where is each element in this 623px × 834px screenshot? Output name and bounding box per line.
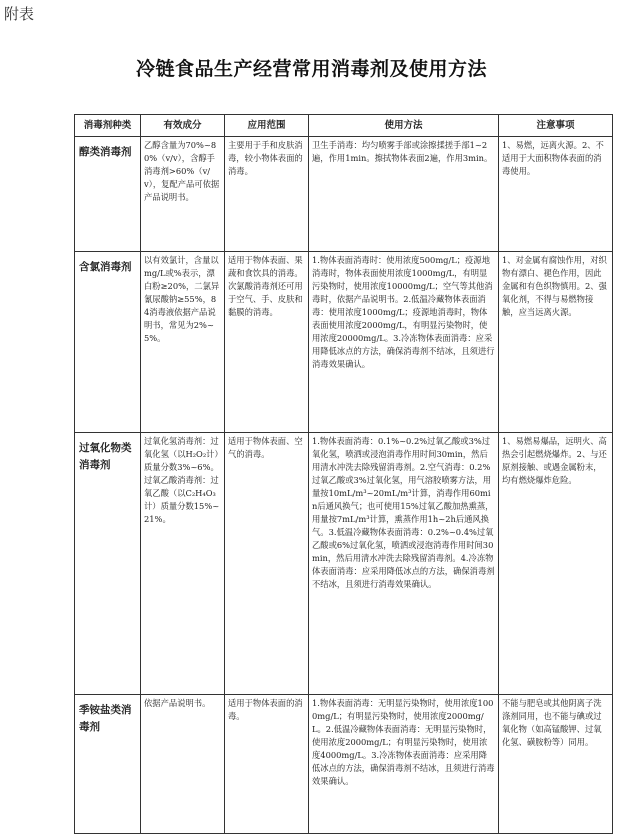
row-type-cell (75, 137, 141, 252)
row-notes: 不能与肥皂或其他阴离子洗涤剂同用，也不能与碘或过氧化物（如高锰酸钾、过氧化氢、磺胺粉等）同用。 (499, 695, 613, 834)
document-title: 冷链食品生产经营常用消毒剂及使用方法 (135, 58, 487, 80)
row-scope: 适用于物体表面、果蔬和食饮具的消毒。次氯酸消毒剂还可用于空气、手、皮肤和黏膜的消毒。 (225, 252, 309, 433)
header-ingredient: 有效成分 (141, 115, 225, 137)
row-notes: 1、易燃，远离火源。2、不适用于大面积物体表面的消毒使用。 (499, 137, 613, 252)
row-type-cell (75, 695, 141, 834)
row-scope: 主要用于手和皮肤消毒，较小物体表面的消毒。 (225, 137, 309, 252)
row-method: 1.物体表面消毒时：使用浓度500mg/L；疫源地消毒时，物体表面使用浓度1000mg/L，有明显污染物时，使用浓度10000mg/L；空气等其他消毒时，依据产品说明书。2.低温冷藏物体表面消毒：使用浓度1000mg/L；疫源地消毒时，物体表面使用浓度2000mg/L，有明显污染物时，使用浓度20000mg/L。3.冷冻物体表面消毒：应采用降低冰点的方法，确保消毒剂不结冰，且须进行消毒效果确认。 (309, 252, 499, 433)
attachment-label: 附表 (4, 5, 35, 23)
row-method: 1.物体表面消毒：无明显污染物时，使用浓度1000mg/L；有明显污染物时，使用浓度2000mg/L。2.低温冷藏物体表面消毒：无明显污染物时，使用浓度2000mg/L；有明显污染物时，使用浓度4000mg/L。3.冷冻物体表面消毒：应采用降低冰点的方法，确保消毒剂不结冰，且须进行消毒效果确认。 (309, 695, 499, 834)
table-row (75, 252, 613, 433)
row-ingredient: 以有效氯计，含量以mg/L或%表示，漂白粉≥20%，二氯异氰尿酸钠≥55%，84消毒液依据产品说明书，常见为2%~5%。 (141, 252, 225, 433)
header-notes: 注意事项 (499, 115, 613, 137)
row-ingredient: 依据产品说明书。 (141, 695, 225, 834)
row-scope: 适用于物体表面、空气的消毒。 (225, 433, 309, 695)
row-scope: 适用于物体表面的消毒。 (225, 695, 309, 834)
row-method: 1.物体表面消毒：0.1%~0.2%过氧乙酸或3%过氧化氢，喷洒或浸泡消毒作用时间30min，然后用清水冲洗去除残留消毒剂。2.空气消毒：0.2%过氧乙酸或3%过氧化氢，用气溶胶喷雾方法，用量按10mL/m³~20mL/m³计算，消毒作用60min后通风换气；也可使用15%过氧乙酸加热熏蒸，用量按7mL/m³计算，熏蒸作用1h~2h后通风换气。3.低温冷藏物体表面消毒：0.2%~0.4%过氧乙酸或6%过氧化氢，喷洒或浸泡消毒作用时间30min，然后用清水冲洗去除残留消毒剂。4.冷冻物体表面消毒：应采用降低冰点的方法，确保消毒剂不结冰，且须进行消毒效果确认。 (309, 433, 499, 695)
row-type-label: 含氯消毒剂 (79, 261, 132, 273)
row-type-cell (75, 252, 141, 433)
row-ingredient: 过氧化氢消毒剂：过氧化氢（以H₂O₂计）质量分数3%~6%。过氧乙酸消毒剂：过氧乙酸（以C₂H₄O₃计）质量分数15%~21%。 (141, 433, 225, 695)
row-type-label: 毒剂 (79, 721, 100, 733)
row-type-label: 季铵盐类消 (79, 704, 132, 716)
row-method: 卫生手消毒：均匀喷雾手部或涂擦揉搓手部1~2遍，作用1min。擦拭物体表面2遍，作用3min。 (309, 137, 499, 252)
table-row (75, 433, 613, 695)
row-ingredient: 乙醇含量为70%~80%（v/v），含醇手消毒剂>60%（v/v），复配产品可依据产品说明书。 (141, 137, 225, 252)
row-type-label: 过氧化物类 (79, 442, 132, 454)
header-scope: 应用范围 (225, 115, 309, 137)
row-notes: 1、易燃易爆品，远明火、高热会引起燃烧爆炸。2、与还原剂接触、或遇金属粉末，均有燃烧爆炸危险。 (499, 433, 613, 695)
disinfectant-table (74, 114, 613, 834)
table-row (75, 137, 613, 252)
header-type: 消毒剂种类 (75, 115, 141, 137)
row-type-label: 醇类消毒剂 (79, 146, 132, 158)
table-row (75, 695, 613, 834)
row-type-cell (75, 433, 141, 695)
row-notes: 1、对金属有腐蚀作用，对织物有漂白、褪色作用，因此金属和有色织物慎用。2、强氧化剂，不得与易燃物接触，应当远离火源。 (499, 252, 613, 433)
table-header-row (75, 115, 613, 137)
header-method: 使用方法 (309, 115, 499, 137)
row-type-label: 消毒剂 (79, 459, 111, 471)
